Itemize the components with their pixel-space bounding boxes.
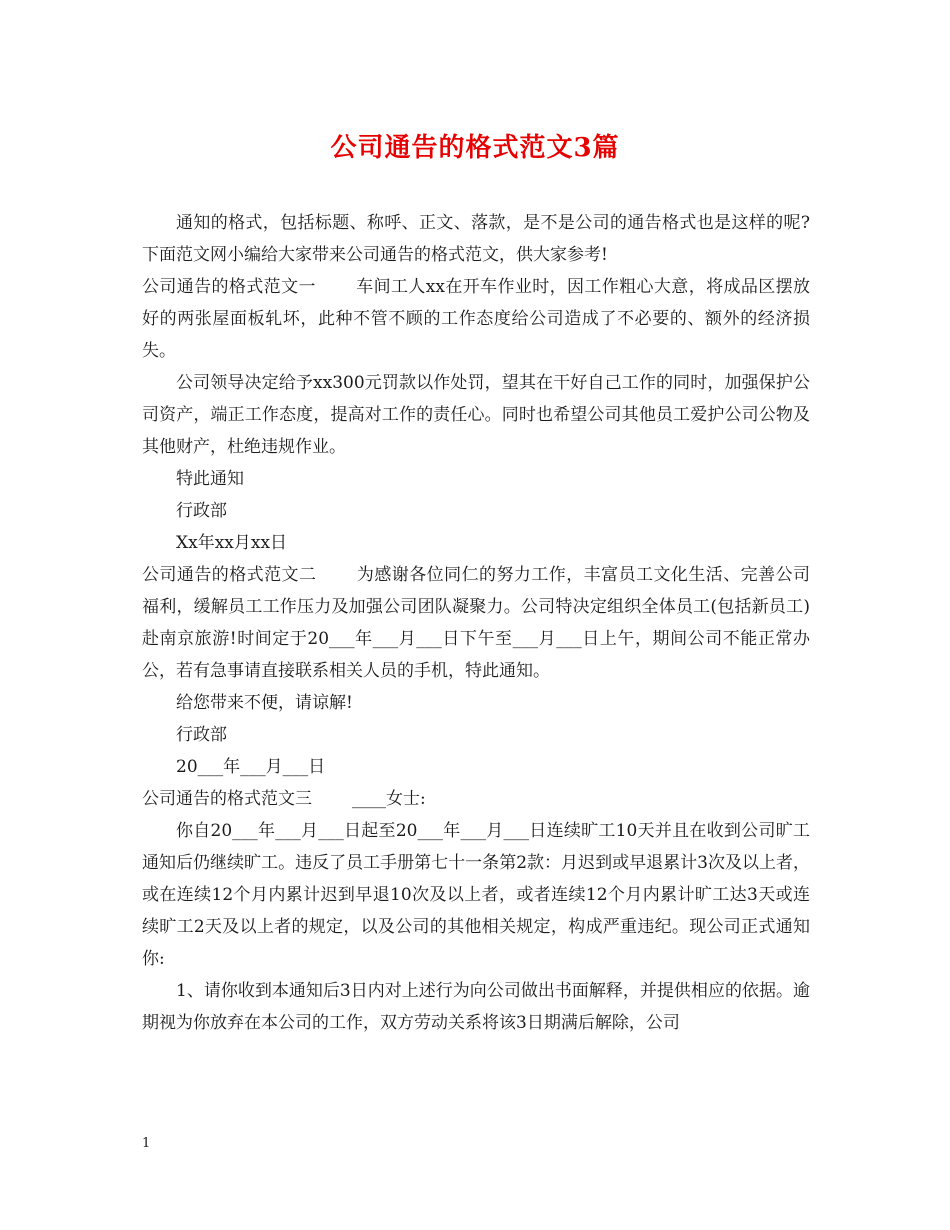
sample2-apology: 给您带来不便，请谅解! <box>176 693 353 713</box>
sample3-heading-line <box>142 783 810 815</box>
sample2-department: 行政部 <box>176 725 227 745</box>
sample1-heading: 公司通告的格式范文一 <box>142 277 316 297</box>
sample1-paragraph <box>142 271 810 367</box>
sample2-paragraph <box>142 559 810 687</box>
sample3-heading: 公司通告的格式范文三 <box>142 789 312 809</box>
sample3-salutation: ____女士: <box>352 789 426 809</box>
page-number: 1 <box>142 1136 151 1151</box>
sample2-text: 为感谢各位同仁的努力工作，丰富员工文化生活、完善公司福利，缓解员工工作压力及加强公司团队凝聚力。公司特决定组织全体员工(包括新员工)赴南京旅游!时间定于20___年___月___日下午至___月___日上午，期间公司不能正常办公，若有急事请直接联系相关人员的手机，特此通知。 <box>142 565 811 681</box>
sample1-department: 行政部 <box>176 501 227 521</box>
sample2-heading: 公司通告的格式范文二 <box>142 565 317 585</box>
document-title: 公司通告的格式范文3篇 <box>330 133 620 163</box>
sample1-paragraph-2: 公司领导决定给予xx300元罚款以作处罚，望其在干好自己工作的同时，加强保护公司资产，端正工作态度，提高对工作的责任心。同时也希望公司其他员工爱护公司公物及其他财产，杜绝违规作业。 <box>142 373 810 457</box>
sample1-date: Xx年xx月xx日 <box>176 533 288 553</box>
intro-paragraph: 通知的格式，包括标题、称呼、正文、落款，是不是公司的通告格式也是这样的呢?下面范文网小编给大家带来公司通告的格式范文，供大家参考! <box>142 213 810 265</box>
sample2-date: 20___年___月___日 <box>176 757 326 777</box>
document-body <box>142 207 810 1039</box>
sample1-closing: 特此通知 <box>176 469 244 489</box>
sample1-text: 车间工人xx在开车作业时，因工作粗心大意，将成品区摆放好的两张屋面板轧坏，此种不管不顾的工作态度给公司造成了不必要的、额外的经济损失。 <box>142 277 810 361</box>
sample3-item-1: 1、请你收到本通知后3日内对上述行为向公司做出书面解释，并提供相应的依据。逾期视为你放弃在本公司的工作，双方劳动关系将该3日期满后解除，公司 <box>142 981 810 1033</box>
sample3-paragraph-1: 你自20___年___月___日起至20___年___月___日连续旷工10天并且在收到公司旷工通知后仍继续旷工。违反了员工手册第七十一条第2款：月迟到或早退累计3次及以上者，或在连续12个月内累计迟到早退10次及以上者，或者连续12个月内累计旷工达3天或连续旷工2天及以上者的规定，以及公司的其他相关规定，构成严重违纪。现公司正式通知你: <box>142 821 810 969</box>
